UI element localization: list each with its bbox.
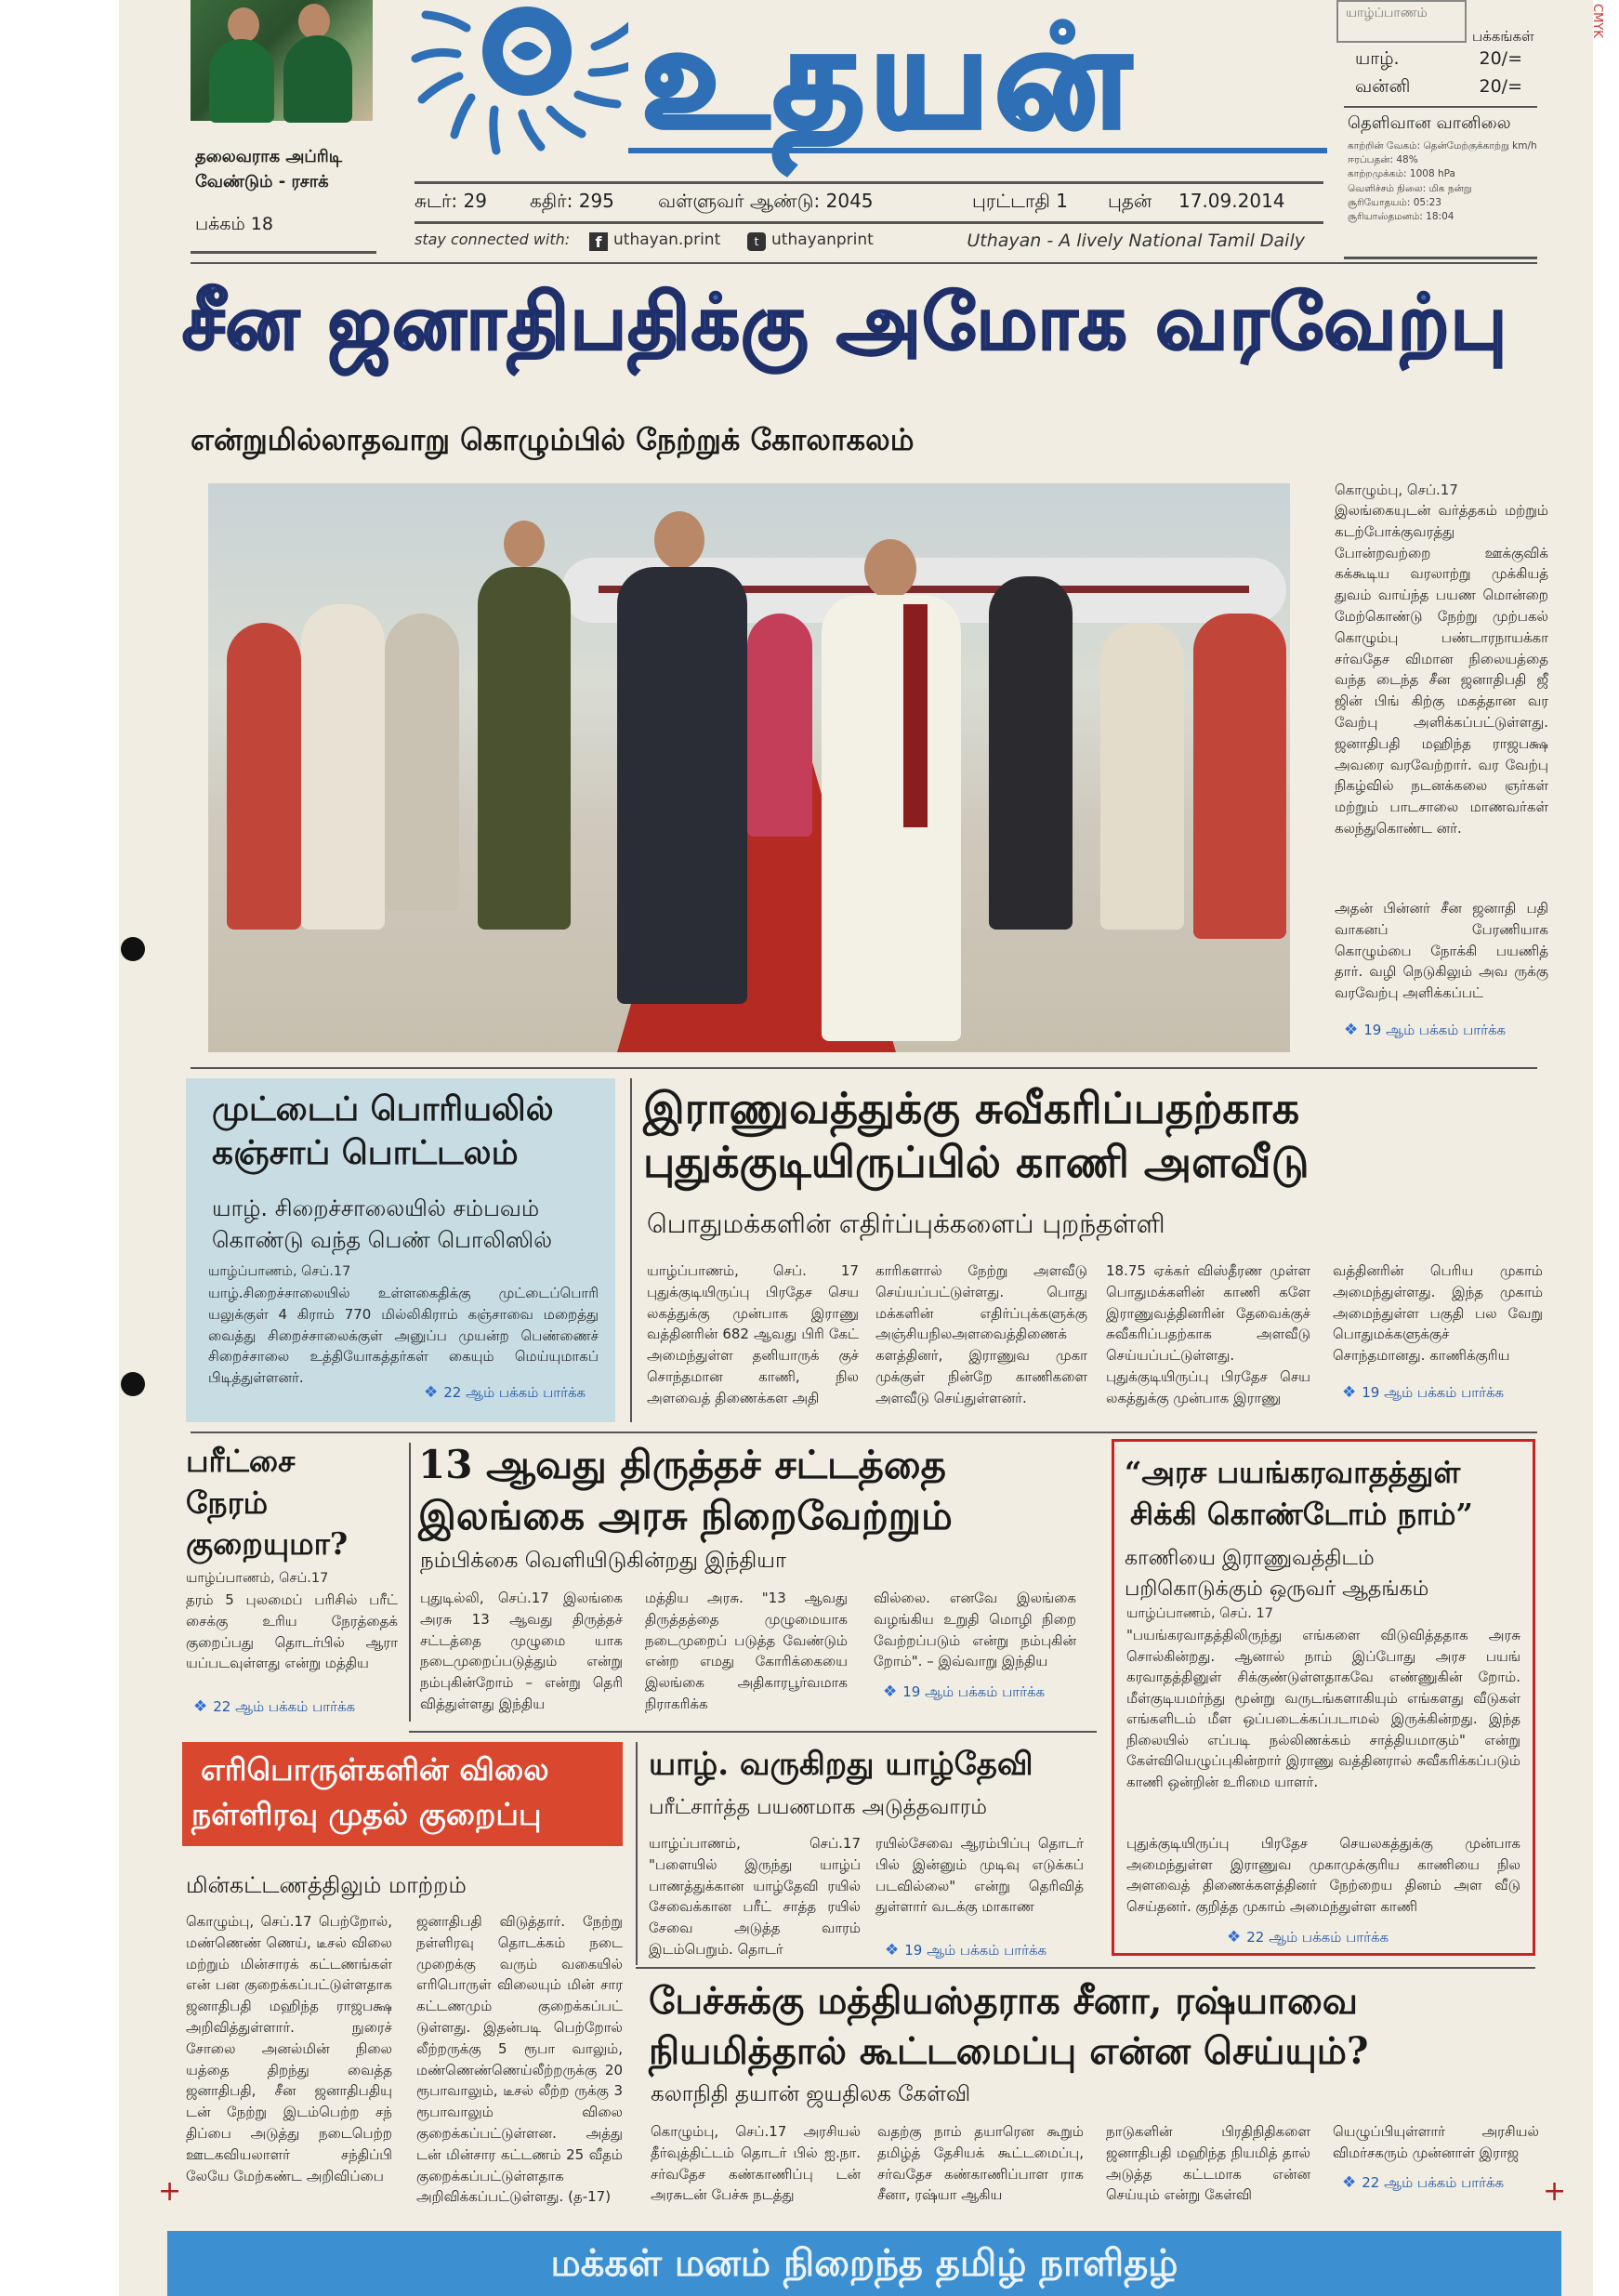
amend-continued-link[interactable] [883,1682,1045,1702]
exam-headline-2: நேரம் [186,1484,269,1521]
mediation-col-3: நாடுகளின் பிரதிநிதிகளை ஜனாதிபதி மஹிந்த நியமித் தால் அடுத்த கட்டமாக என்ன செய்யும் என்று கேள்வி [1106,2123,1310,2204]
weather-line: சூரியாஸ்தமனம்: 18:04 [1348,211,1454,223]
continued-icon: ❖ [883,1682,898,1701]
social-bar [415,231,1323,257]
mediation-headline-1: பேச்சுக்கு மத்தியஸ்தராக சீனா, ரஷ்யாவை [649,1979,1359,2023]
print-mark: CMYK [1590,4,1604,38]
continued-icon: ❖ [1227,1928,1242,1946]
twitter-icon: t [747,232,766,251]
amend-subhead: நம்பிக்கை வெளியிடுகின்றது இந்தியா [420,1549,786,1573]
continued-icon: ❖ [1342,2173,1357,2192]
amend-headline-1: 13 ஆவது திருத்தச் சட்டத்தை [418,1442,946,1487]
mediation-subhead: கலாநிதி தயான் ஜயதிலக கேள்வி [651,2082,971,2106]
promo-page: பக்கம் 18 [195,214,273,234]
twitter-handle[interactable]: uthayanprint [771,231,874,249]
lead-continued-text: 19 ஆம் பக்கம் பார்க்க [1363,1022,1507,1038]
masthead-banner [628,0,1327,159]
weather-line: ஈரப்பதன்: 48% [1348,154,1418,166]
issue-date: 17.09.2014 [1178,190,1285,212]
masthead-title[interactable]: உதயன் [641,0,1136,159]
mediation-col-4: யெழுப்பியுள்ளார் அரசியல் விமர்சகரும் முன்னாள் இராஜ [1333,2123,1539,2161]
continued-icon: ❖ [1344,1021,1359,1039]
train-col-2: ரயில்சேவை ஆரம்பிப்பு தொடர் பில் இன்னும் முடிவு எடுக்கப் படவில்லை" என்று தெரிவித் துள்ளார் வடக்கு மாகாண [875,1835,1084,1916]
exam-headline-3: குறையுமா? [186,1525,349,1563]
mediation-continued-link[interactable] [1342,2173,1504,2193]
egg-subhead [212,1194,552,1256]
fuel-headline-2: நள்ளிரவு முதல் குறைப்பு [191,1795,542,1832]
mediation-continued-text: 22 ஆம் பக்கம் பார்க்க [1362,2174,1505,2191]
train-col-1: யாழ்ப்பாணம், செப்.17 "பளையில் இருந்து யாழ்ப் பாணத்துக்கான யாழ்தேவி ரயில் சேவைக்கான பரீட் சாத்த ரயில் சேவை அடுத்த வாரம் இடம்பெறும். தொடர் [649,1835,861,1958]
terror-headline-2: சிக்கி கொண்டோம் நாம்” [1130,1496,1473,1532]
army-col-4: வத்தினரின் பெரிய முகாம் அமைந்துள்ளது. இந்த முகாம் அமைந்துள்ள பகுதி பல வேறு பொதுமக்களுக்குச் சொந்தமானது. காணிக்குரிய [1333,1262,1543,1365]
terror-dateline: யாழ்ப்பாணம், செப். 17 [1126,1606,1273,1621]
tamil-month: புரட்டாதி 1 [972,190,1068,212]
footer-slogan: மக்கள் மனம் நிறைந்த தமிழ் நாளிதழ் [550,2242,1178,2285]
mediation-headline-2: நியமித்தால் கூட்டமைப்பு என்ன செய்யும்? [649,2029,1369,2073]
army-col-1: யாழ்ப்பாணம், செப். 17 புதுக்குடியிருப்பு பிரதேச செய லகத்துக்கு முன்பாக இராணு வத்தினரின் 682 ஆவது பிரி கேட் அமைந்துள்ள தனியாருக் குச் சொந்தமான காணி, நில அளவைத் திணைக்கள அதி [647,1262,859,1406]
pages-label: பக்கங்கள் [1472,28,1534,45]
fuel-headline-box[interactable] [182,1742,623,1846]
exam-headline-1: பரீட்சை [186,1443,296,1479]
amend-col-1: புதுடில்லி, செப்.17 இலங்கை அரசு 13 ஆவது திருத்தச் சட்டத்தை முழுமை யாக நடைமுறைப்படுத்தும் என்று நம்புகின்றோம் – என்று தெரி வித்துள்ளது இந்திய [420,1590,623,1712]
continued-icon: ❖ [1342,1383,1357,1402]
lead-body: இலங்கையுடன் வர்த்தகம் மற்றும் கடற்போக்குவரத்து போன்றவற்றை ஊக்குவிக் கக்கூடிய வரலாற்று முக்கியத் துவம் வாய்ந்த பயண மொன்றை மேற்கொண்டு நேற்று முற்பகல் கொழும்பு பண்டாரநாயக்கா சர்வதேச விமான நிலையத்தை வந்த டைந்த சீன ஜனாதிபதி ஜீ ஜின் பிங் கிற்கு மகத்தான வர வேற்பு அளிக்கப்பட்டுள்ளது. ஜனாதிபதி மஹிந்த ராஜபக்ஷ அவரை வரவேற்றார். வர வேற்பு நிகழ்வில் நடனக்கலை ஞர்கள் மற்றும் பாடசாலை மாணவர்கள் கலந்துகொண்ட னர். [1335,502,1548,837]
terror-headline-1: “அரச பயங்கரவாதத்துள் [1125,1455,1461,1490]
exam-body: தரம் 5 புலமைப் பரிசில் பரீட் சைக்கு உரிய நேரத்தைக் குறைப்பது தொடர்பில் ஆரா யப்படவுள்ளது என்று மத்திய [186,1591,398,1672]
fuel-col-1: கொழும்பு, செப்.17 பெற்றோல், மண்ணெண் ணெய், டீசல் விலை மற்றும் மின்சாரக் கட்டணங்கள் என் பன குறைக்கப்பட்டுள்ளதாக ஜனாதிபதி மஹிந்த ராஜபக்ஷ அறிவித்துள்ளார். நுரைச் சோலை அனல்மின் நிலை யத்தை திறந்து வைத்த ஜனாதிபதி, சீன ஜனாதிபதியு டன் நேற்று இடம்பெற்ற சந் திப்பை அடுத்து நடைபெற்ற ஊடகவியலாளர் சந்திப்பி லேயே மேற்கண்ட அறிவிப்பை [186,1913,392,2184]
valluvar-year: வள்ளுவர் ஆண்டு: 2045 [658,190,874,212]
exam-dateline: யாழ்ப்பாணம், செப்.17 [186,1571,329,1586]
army-subhead: பொதுமக்களின் எதிர்ப்புக்களைப் புறந்தள்ளி [647,1208,1165,1239]
sun-logo-icon [401,0,652,158]
registration-mark-icon: + [1543,2175,1567,2208]
stay-connected-label: stay connected with: [415,231,571,248]
amend-headline[interactable] [418,1439,953,1542]
army-headline-1: இராணுவத்துக்கு சுவீகரிப்பதற்காக [643,1083,1300,1133]
tagline: Uthayan - A lively National Tamil Daily [967,231,1305,251]
egg-dateline: யாழ்ப்பாணம், செப்.17 [208,1264,351,1279]
egg-body: யாழ்.சிறைச்சாலையில் உள்ளகைதிக்கு முட்டைப்பொரி யலுக்குள் 4 கிராம் 770 மில்லிகிராம் கஞ்சாவை மறைத்து வைத்து சிறைச்சாலைக்குள் அனுப்ப முயன்ற பெண்ணைச் சிறைச்சாலை உத்தியோகத்தர்கள் கையும் மெய்யுமாகப் பிடித்துள்ளனர். [208,1285,599,1387]
weather-line: வெளிச்சம் நிலை: மிக நன்று [1348,182,1472,194]
amend-headline-2: இலங்கை அரசு நிறைவேற்றும் [418,1493,953,1539]
terror-body-2: புதுக்குடியிருப்பு பிரதேச செயலகத்துக்கு முன்பாக அமைந்துள்ள இராணுவ முகாமுக்குரிய காணியை நில அளவைத் திணைக்களத்தினர் நேற்றைய தினம் அள வீடு செய்தனர். குறித்த முகாம் அமைந்துள்ள காணி [1126,1835,1520,1915]
lead-subhead: என்றுமில்லாதவாறு கொழும்பில் நேற்றுக் கோலாகலம் [191,422,915,457]
exam-continued-link[interactable] [193,1697,355,1717]
exam-continued-text: 22 ஆம் பக்கம் பார்க்க [213,1698,356,1715]
lead-photo [208,483,1290,1052]
army-col-3: 18.75 ஏக்கர் விஸ்தீரண முள்ள பொதுமக்களின் காணி களே இராணுவத்தினரின் தேவைக்குச் சுவீகரிப்பதற்காக அளவீடு செய்யப்பட்டுள்ளது. புதுக்குடியிருப்பு பிரதேச செய லகத்துக்கு முன்பாக இராணு [1106,1262,1310,1406]
promo-text[interactable]: தலைவராக அப்ரிடி வேண்டும் - ரசாக் [195,147,343,191]
army-headline-2: புதுக்குடியிருப்பில் காணி அளவீடு [643,1136,1310,1187]
weather-line: காற்றின் வேகம்: தென்மேற்குக்காற்று km/h [1348,140,1537,152]
amend-continued-text: 19 ஆம் பக்கம் பார்க்க [902,1683,1046,1700]
army-col-2: காரிகளால் நேற்று அளவீடு செய்யப்பட்டுள்ளது. பொது மக்களின் எதிர்ப்புக்களுக்கு அஞ்சியநிலஅளவைத்திணைக் களத்தினர், இராணுவ முகா முக்குள் நின்றே காணிகளை அளவீடு செய்துள்ளனர். [875,1262,1087,1406]
binder-hole [121,937,145,961]
footer-banner [167,2231,1561,2296]
egg-headline[interactable] [212,1088,554,1175]
weekday: புதன் [1108,190,1152,212]
lead-continued-link[interactable] [1344,1021,1506,1040]
price-jaffna-value: 20/= [1479,48,1522,69]
price-vanni [1355,76,1532,99]
continued-icon: ❖ [424,1383,439,1402]
fuel-col-2: ஜனாதிபதி விடுத்தார். நேற்று நள்ளிரவு தொடக்கம் நடை முறைக்கு வரும் வகையில் எரிபொருள் விலையும் மின் சார கட்டணமும் குறைக்கப்பட் டுள்ளது. இதன்படி பெற்றோல் லீற்றருக்கு 5 ரூபா வாலும், மண்ணெண்ணெய்லீற்றருக்கு 20 ரூபாவாலும், டீசல் லீற்ற ருக்கு 3 ரூபாவாலும் விலை குறைக்கப்பட்டுள்ளன. அத்து டன் மின்சார கட்டணம் 25 வீதம் குறைக்கப்பட்டுள்ளதாக அறிவிக்கப்பட்டுள்ளது. (த-17) [416,1913,623,2206]
egg-headline-2: கஞ்சாப் பொட்டலம் [212,1132,519,1172]
price-vanni-label: வன்னி [1355,76,1411,97]
terror-continued-link[interactable] [1227,1928,1389,1947]
army-headline[interactable] [643,1082,1310,1189]
terror-headline[interactable] [1125,1452,1473,1536]
army-continued-link[interactable] [1342,1383,1504,1403]
mediation-col-2: வதற்கு நாம் தயாரென கூறும் தமிழ்த் தேசியக் கூட்டமைப்பு, சர்வதேச கண்காணிப்பாள ராக சீனா, ரஷ்யா ஆகிய [877,2123,1084,2204]
weather-line: காற்றமுக்கம்: 1008 hPa [1348,168,1455,180]
egg-headline-1: முட்டைப் பொரியலில் [212,1089,554,1128]
train-subhead: பரீட்சார்த்த பயணமாக அடுத்தவாரம் [649,1796,987,1819]
fuel-headline-1: எரிபொருள்களின் விலை [201,1751,549,1788]
amend-col-2: மத்திய அரசு. "13 ஆவது திருத்தத்தை முழுமையாக நடைமுறைப் படுத்த வேண்டும் என்ற எமது கோரிக்கையை இலங்கை அதிகாரபூர்வமாக நிராகரிக்க [645,1590,848,1712]
lead-headline[interactable]: சீன ஜனாதிபதிக்கு அமோக வரவேற்பு [182,279,1508,367]
promo-photo [191,0,373,121]
weather-title: தெளிவான வானிலை [1348,113,1511,133]
mediation-col-1: கொழும்பு, செப்.17 அரசியல் தீர்வுத்திட்டம் தொடர் பில் ஐ.நா. சர்வதேச கண்காணிப்பு டன் அரசுடன் பேச்சு நடத்து [651,2123,861,2204]
badge-top: யாழ்ப்பாணம் [1346,6,1428,20]
pages-badge [1336,0,1467,43]
mediation-headline[interactable] [649,1976,1368,2077]
continued-icon: ❖ [885,1941,900,1960]
fuel-subhead: மின்கட்டணத்திலும் மாற்றம் [186,1872,467,1898]
date-bar [415,190,1323,218]
train-continued-link[interactable] [885,1941,1046,1960]
egg-continued-text: 22 ஆம் பக்கம் பார்க்க [443,1384,586,1401]
terror-continued-text: 22 ஆம் பக்கம் பார்க்க [1246,1929,1389,1946]
amend-col-3: வில்லை. எனவே இலங்கை வழங்கிய உறுதி மொழி நிறை வேற்றப்படும் என்று நம்புகின் றோம்". – இவ்வாறு இந்திய [874,1590,1076,1670]
terror-body: "பயங்கரவாதத்திலிருந்து எங்களை விடுவித்ததாக அரசு சொல்கின்றது. ஆனால் நாம் இப்போது அரச பயங் கரவாதத்தினுள் சிக்குண்டுள்ளதாகவே எண்ணுகின் றோம். மீள்குடியமர்ந்து மூன்று வருடங்களாகியும் எங்களது வீடுகள் எங்களிடம் மீள ஒப்படைக்கப்படாமல் இருக்கின்றது. இந்த நிலையில் எப்படி நல்லிணக்கம் சாத்தியமாகும்" என்று கேள்வியெழுப்புகின்றார் இராணு வத்தினரால் சுவீகரிக்கப்படும் காணி ஒன்றின் உரிமை யாளர். [1126,1627,1520,1790]
binder-hole [121,1372,145,1396]
egg-sub-1: யாழ். சிறைச்சாலையில் சம்பவம் [212,1195,540,1221]
terror-sub-1: காணியை இராணுவத்திடம் [1125,1547,1375,1570]
terror-sub-2: பறிகொடுக்கும் ஒருவர் ஆதங்கம் [1125,1577,1429,1601]
army-continued-text: 19 ஆம் பக்கம் பார்க்க [1362,1384,1505,1401]
train-continued-text: 19 ஆம் பக்கம் பார்க்க [904,1942,1047,1959]
price-jaffna [1355,48,1532,72]
exam-headline[interactable] [186,1441,348,1565]
egg-continued-link[interactable] [424,1383,586,1403]
price-jaffna-label: யாழ். [1355,48,1400,69]
lead-dateline: கொழும்பு, செப்.17 [1335,482,1458,498]
lead-body-2: அதன் பின்னர் சீன ஜனாதி பதி வாகனப் பேரணியாக கொழும்பை நோக்கி பயணித் தார். வழி நெடுகிலும் அவ ருக்கு வரவேற்பு அளிக்கப்பட் [1335,900,1548,1002]
price-vanni-value: 20/= [1479,76,1522,97]
train-headline[interactable]: யாழ். வருகிறது யாழ்தேவி [649,1746,1033,1783]
sudar: சுடர்: 29 [415,190,487,212]
registration-mark-icon: + [158,2175,182,2208]
weather-line: சூரியோதயம்: 05:23 [1348,196,1441,208]
kathir: கதிர்: 295 [530,190,614,212]
facebook-icon: f [589,232,608,251]
egg-sub-2: கொண்டு வந்த பெண் பொலிஸில் [212,1226,553,1253]
terror-subhead [1125,1543,1428,1604]
weather-details [1348,139,1543,224]
continued-icon: ❖ [193,1697,208,1716]
facebook-handle[interactable]: uthayan.print [613,231,721,249]
